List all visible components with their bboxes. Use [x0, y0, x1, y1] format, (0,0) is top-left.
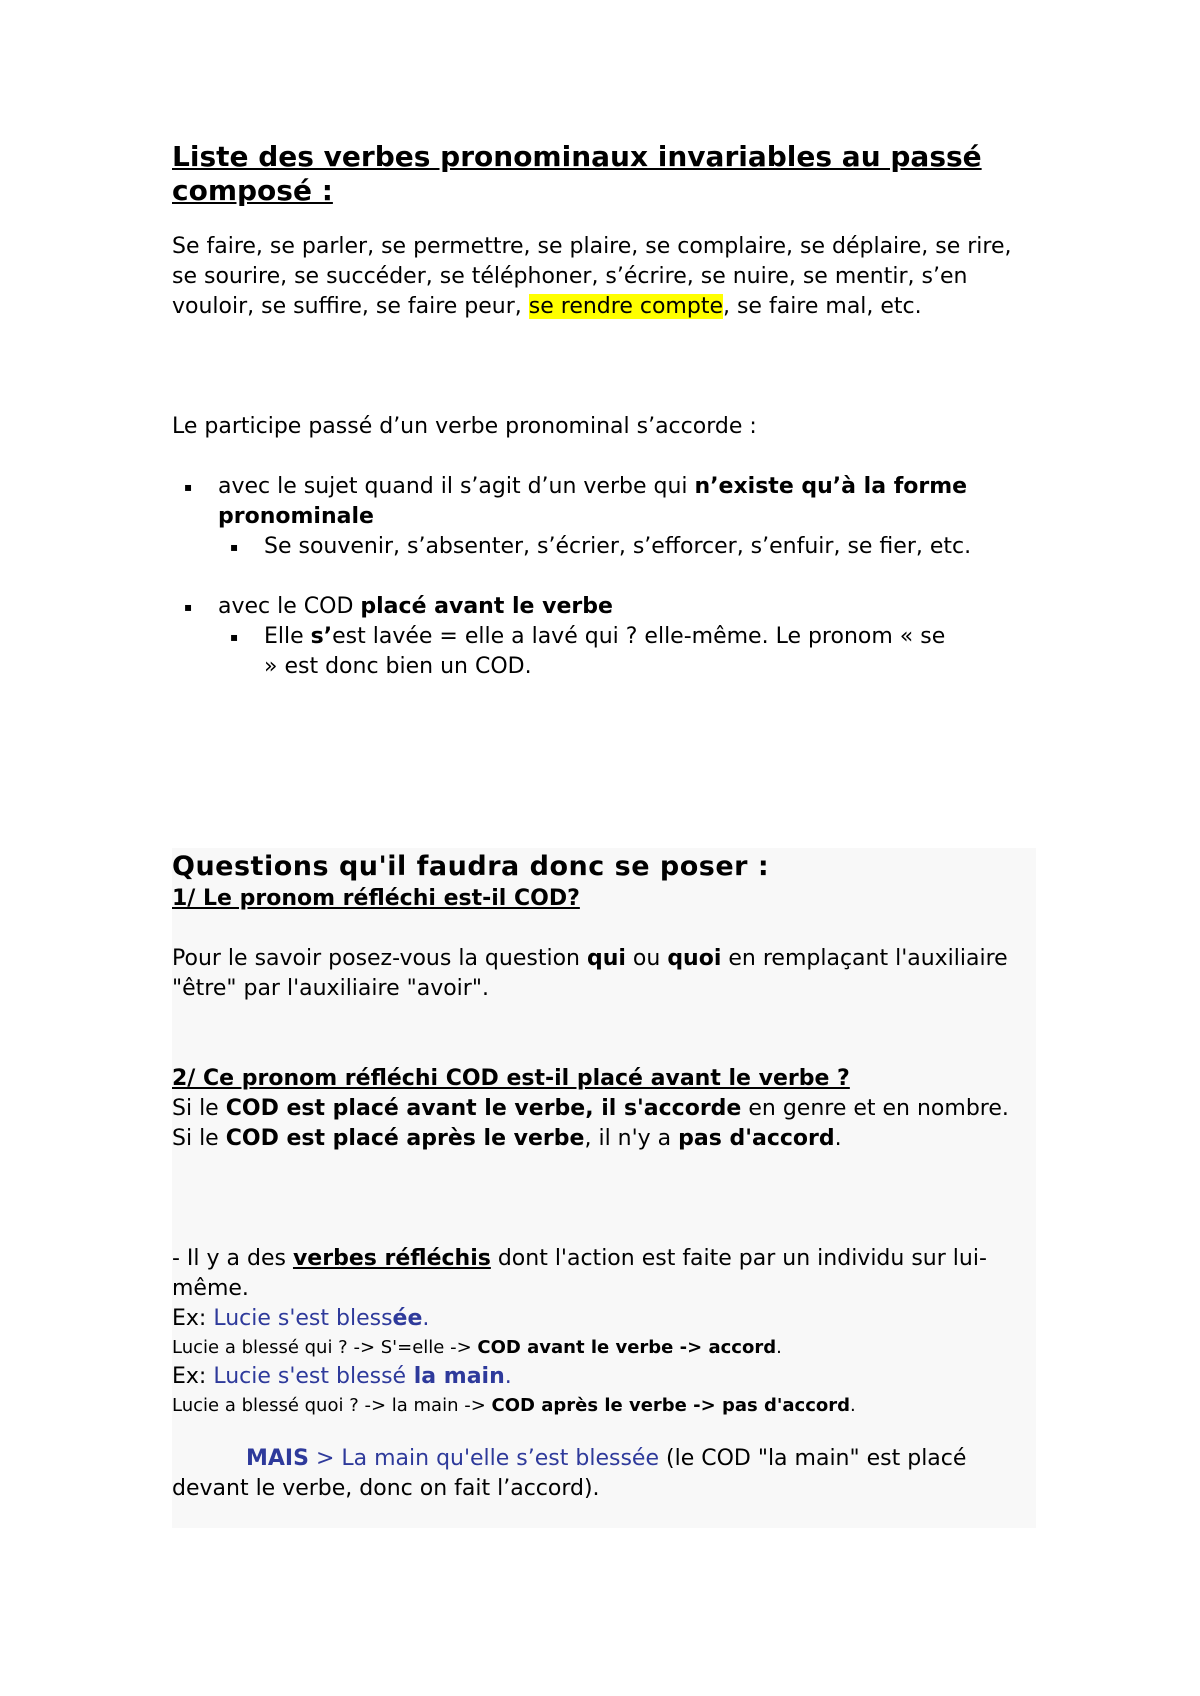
question-2-line-1: Si le COD est placé avant le verbe, il s'accorde en genre et en nombre. [172, 1096, 1009, 1121]
list-item: ▪ avec le COD placé avant le verbe [172, 592, 1042, 622]
example-1-explanation: Lucie a blessé qui ? -> S'=elle -> COD avant le verbe -> accord. [172, 1337, 782, 1358]
bullet-mark: ▪ [184, 480, 193, 494]
example-1: Ex: Lucie s'est blessée. [172, 1306, 430, 1331]
question-2: 2/ Ce pronom réfléchi COD est-il placé avant le verbe ? [172, 1066, 850, 1091]
document-page [172, 140, 1042, 682]
bullet-mark: ▪ [184, 600, 193, 614]
questions-section [172, 848, 1036, 1504]
bullet-mark: ▪ [230, 630, 239, 644]
reflexive-intro: - Il y a des verbes réfléchis dont l'action est faite par un individu sur lui-même. [172, 1246, 987, 1301]
question-2-line-2: Si le COD est placé après le verbe, il n'y a pas d'accord. [172, 1126, 842, 1151]
list-item: ▪ Se souvenir, s’absenter, s’écrier, s’efforcer, s’enfuir, se fier, etc. [172, 532, 1042, 562]
example-2: Ex: Lucie s'est blessé la main. [172, 1364, 512, 1389]
invariable-verbs-list: Se faire, se parler, se permettre, se plaire, se complaire, se déplaire, se rire, se sourire, se succéder, se téléphoner, s’écrire, se nuire, se mentir, s’en vouloir, se suffire, se faire peur, se rendre compte, se faire mal, etc. [172, 234, 1012, 319]
bullet-mark: ▪ [230, 540, 239, 554]
mais-note: MAIS > La main qu'elle s’est blessée (le COD "la main" est placé devant le verbe, donc on fait l’accord). [172, 1446, 967, 1501]
question-1: 1/ Le pronom réfléchi est-il COD? [172, 886, 580, 911]
questions-title: Questions qu'il faudra donc se poser : [172, 851, 770, 882]
page-title: Liste des verbes pronominaux invariables au passé composé : [172, 140, 982, 207]
example-2-explanation: Lucie a blessé quoi ? -> la main -> COD après le verbe -> pas d'accord. [172, 1395, 856, 1416]
rule-intro: Le participe passé d’un verbe pronominal s’accorde : [172, 414, 757, 439]
question-1-text: Pour le savoir posez-vous la question qui ou quoi en remplaçant l'auxiliaire "être" par l'auxiliaire "avoir". [172, 946, 1008, 1001]
list-item: ▪ Elle s’est lavée = elle a lavé qui ? elle-même. Le pronom « se » est donc bien un COD. [230, 624, 946, 679]
highlighted-verb: se rendre compte [528, 294, 723, 319]
list-item: ▪ avec le sujet quand il s’agit d’un verbe qui n’existe qu’à la forme pronominale [184, 474, 968, 529]
